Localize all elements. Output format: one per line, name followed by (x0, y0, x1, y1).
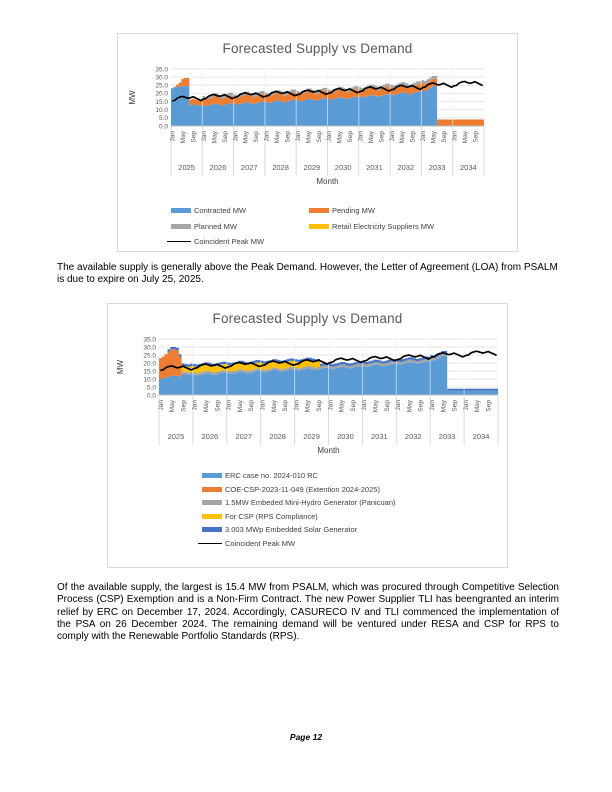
y-tick-label: 0.0 (146, 392, 156, 400)
y-tick-label: 30.0 (143, 344, 156, 352)
x-tick-label: May (367, 131, 375, 144)
x-axis-title: Month (316, 177, 339, 186)
legend-item (202, 539, 396, 548)
x-tick-label: Sep (378, 131, 386, 143)
legend-color-swatch (309, 224, 329, 229)
year-label: 2032 (397, 163, 415, 172)
x-tick-label: May (372, 400, 380, 413)
year-label: 2029 (303, 163, 321, 172)
x-tick-label: Jan (263, 131, 271, 142)
y-tick-label: 25.0 (155, 82, 168, 90)
legend-label: Retail Electricity Suppliers MW (332, 221, 435, 231)
x-tick-label: May (474, 400, 482, 413)
legend-label: Planned MW (194, 221, 237, 231)
y-tick-label: 5.0 (158, 115, 168, 123)
x-tick-label: Jan (191, 400, 199, 411)
y-tick-label: 20.0 (143, 360, 156, 368)
x-tick-label: Sep (417, 400, 425, 412)
legend-label: Pending MW (332, 206, 375, 215)
x-tick-label: Sep (316, 400, 324, 412)
year-label: 2026 (201, 432, 219, 441)
legend-item (202, 525, 396, 534)
y-tick-label: 5.0 (146, 384, 156, 392)
x-tick-label: Sep (221, 131, 229, 143)
legend-color-swatch (309, 208, 329, 213)
x-tick-label: May (169, 400, 177, 413)
chart-title-2: Forecasted Supply vs Demand (212, 311, 403, 326)
x-tick-label: Jan (294, 131, 302, 142)
x-tick-label: Sep (409, 131, 417, 143)
x-tick-label: Jan (388, 131, 396, 142)
x-tick-label: May (242, 131, 250, 144)
legend-color-swatch (202, 487, 222, 492)
legend-item (171, 237, 309, 246)
x-tick-label: May (270, 400, 278, 413)
y-tick-label: 30.0 (155, 74, 168, 82)
year-label: 2034 (460, 163, 477, 172)
x-tick-label: Jan (451, 131, 459, 142)
year-label: 2026 (209, 163, 227, 172)
x-tick-label: Jan (225, 400, 233, 411)
x-tick-label: Jan (327, 400, 335, 411)
year-label: 2028 (269, 432, 286, 441)
year-label: 2031 (371, 432, 388, 441)
legend-color-swatch (171, 224, 191, 229)
year-label: 2034 (472, 432, 490, 441)
year-label: 2031 (366, 163, 383, 172)
legend-color-swatch (171, 208, 191, 213)
x-tick-label: Jan (429, 400, 437, 411)
x-tick-label: Jan (326, 131, 334, 142)
x-tick-label: Sep (472, 131, 480, 143)
x-tick-label: May (236, 400, 244, 413)
x-tick-label: May (399, 131, 407, 144)
legend-label: 3.003 MWp Embedded Solar Generator (225, 525, 358, 534)
year-label: 2027 (235, 432, 253, 441)
legend-label: ERC case no. 2024-010 RC (225, 471, 318, 480)
y-tick-label: 35.0 (143, 336, 156, 344)
legend-item (202, 512, 396, 521)
y-tick-label: 15.0 (143, 368, 156, 376)
x-tick-label: Jan (293, 400, 301, 411)
legend-label: Contracted MW (194, 206, 247, 215)
legend-label: 1.5MW Embeded Mini-Hydro Generator (Panicuan) (225, 498, 396, 507)
x-tick-label: May (304, 400, 312, 413)
y-tick-label: 25.0 (143, 352, 156, 360)
x-tick-label: Sep (214, 400, 222, 412)
year-label: 2028 (272, 163, 289, 172)
y-tick-label: 15.0 (155, 98, 168, 106)
x-tick-label: Jan (361, 400, 369, 411)
year-label: 2032 (404, 432, 422, 441)
legend-label: Coincident Peak MW (225, 538, 296, 548)
legend-color-swatch (202, 473, 222, 478)
legend-color-swatch (202, 527, 222, 532)
x-tick-label: Jan (157, 400, 165, 411)
chart-title-1: Forecasted Supply vs Demand (222, 41, 413, 56)
chart-legend-2 (202, 471, 396, 548)
x-tick-label: May (180, 131, 188, 144)
legend-color-swatch (202, 514, 222, 519)
y-tick-label: 10.0 (155, 107, 168, 115)
x-tick-label: May (274, 131, 282, 144)
x-tick-label: May (211, 131, 219, 144)
year-label: 2033 (438, 432, 456, 441)
y-axis-title: MW (128, 90, 137, 105)
y-axis-title: MW (116, 359, 125, 375)
y-tick-label: 35.0 (155, 66, 168, 74)
x-tick-label: Sep (253, 131, 261, 143)
x-tick-label: May (336, 131, 344, 144)
year-label: 2033 (428, 163, 446, 172)
page-label: Page (289, 732, 311, 742)
legend-item (309, 206, 434, 215)
legend-item (171, 206, 309, 215)
year-label: 2027 (240, 163, 258, 172)
legend-item (202, 471, 396, 480)
legend-color-swatch (202, 500, 222, 505)
x-tick-label: May (461, 131, 469, 144)
x-tick-label: Jan (232, 131, 240, 142)
x-tick-label: Sep (282, 400, 290, 412)
x-tick-label: Sep (315, 131, 323, 143)
x-tick-label: Jan (201, 131, 209, 142)
legend-label: Coincident Peak MW (194, 237, 265, 246)
page-number-value: 12 (312, 732, 323, 742)
x-tick-label: Jan (462, 400, 470, 411)
x-tick-label: Sep (349, 400, 357, 412)
paragraph-supply-details: Of the available supply, the largest is 15.4 MW from PSALM, which was procured through Competitive Selection Process (CSP) Exemption and is a Non-Firm Contract. The new Power Supplier TLI has beengranted an interim relief by ERC on December 17, 2024. Accordingly, CASURECO IV and TLI commenced the implementation of the PSA on 26 December 2024. The remaining demand will be ventured under RESA and CSP for RPS to comply with the Renewable Portfolio Standards (RPS). (57, 582, 559, 643)
x-tick-label: May (406, 400, 414, 413)
x-tick-label: Sep (190, 131, 198, 143)
x-tick-label: Jan (169, 131, 177, 142)
x-tick-label: Jan (420, 131, 428, 142)
y-tick-label: 0.0 (158, 123, 168, 131)
year-label: 2030 (334, 163, 352, 172)
chart-forecast-supply-demand-1 (117, 33, 518, 252)
x-tick-label: Sep (347, 131, 355, 143)
year-label: 2030 (337, 432, 354, 441)
x-tick-label: Jan (357, 131, 365, 142)
x-tick-label: Sep (284, 131, 292, 143)
chart-forecast-supply-demand-2 (107, 303, 508, 568)
year-label: 2029 (303, 432, 320, 441)
legend-item (171, 222, 309, 231)
legend-line-swatch (198, 543, 222, 544)
x-tick-label: Sep (248, 400, 256, 412)
x-tick-label: Jan (259, 400, 267, 411)
legend-line-swatch (167, 241, 191, 242)
x-tick-label: Sep (180, 400, 188, 412)
year-label: 2025 (167, 432, 185, 441)
x-tick-label: Sep (451, 400, 459, 412)
legend-item (202, 485, 396, 494)
x-tick-label: Sep (440, 131, 448, 143)
x-tick-label: May (338, 400, 346, 413)
y-tick-label: 20.0 (155, 90, 168, 98)
x-tick-label: Sep (485, 400, 493, 412)
legend-item (202, 498, 396, 507)
x-tick-label: May (305, 131, 313, 144)
chart-legend-1 (171, 206, 434, 246)
x-tick-label: May (430, 131, 438, 144)
x-axis-title: Month (317, 446, 340, 455)
y-tick-label: 10.0 (143, 376, 156, 384)
page-number (0, 732, 612, 742)
x-tick-label: May (440, 400, 448, 413)
x-tick-label: Sep (383, 400, 391, 412)
legend-label: For CSP (RPS Compliance) (225, 511, 318, 521)
year-label: 2025 (178, 163, 195, 172)
x-tick-label: Jan (395, 400, 403, 411)
legend-label: COE-CSP-2023-11-049 (Extention 2024-2025) (225, 484, 380, 494)
x-tick-label: May (203, 400, 211, 413)
paragraph-loa-note: The available supply is generally above the Peak Demand. However, the Letter of Agreement (LOA) from PSALM is due to expire on July 25, 2025. (57, 262, 558, 286)
legend-item (309, 222, 434, 231)
